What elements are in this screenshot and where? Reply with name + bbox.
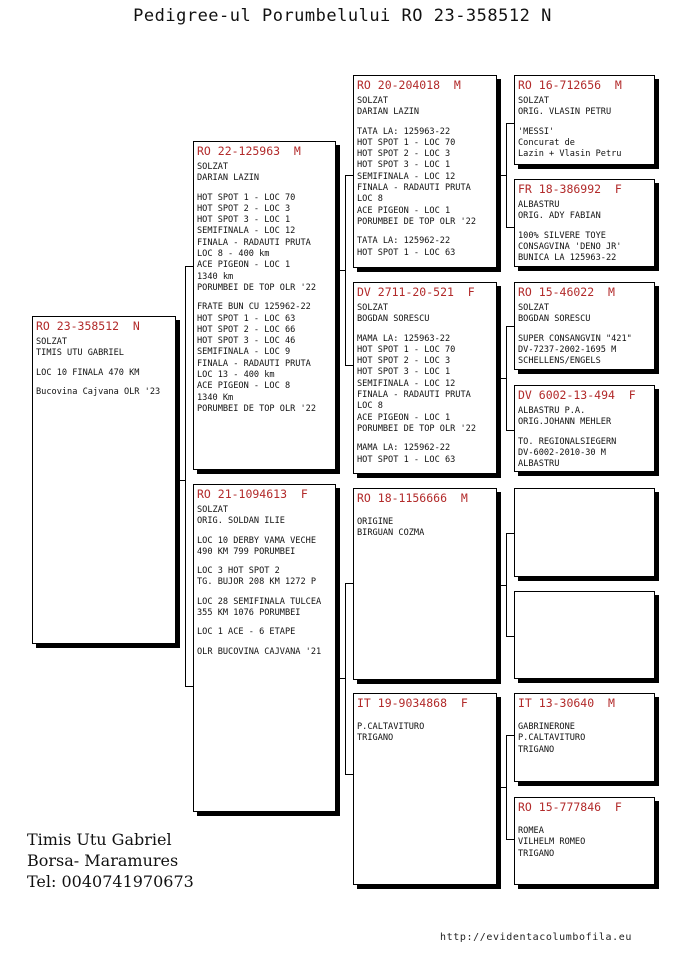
subject-ring: RO 23-358512 N (36, 319, 140, 333)
connector-sd-parents (506, 326, 507, 430)
spacer (197, 589, 332, 597)
sire-dam-ring: DV 2711-20-521 F (357, 285, 475, 299)
info-line: HOT SPOT 3 - LOC 1 (357, 160, 451, 171)
connector-dam-parents (345, 583, 346, 774)
info-line: SCHELLENS/ENGELS (518, 356, 601, 367)
spacer (36, 360, 172, 368)
info-line: HOT SPOT 3 - LOC 46 (197, 336, 296, 347)
info-line: ORIG. VLASIN PETRU (518, 107, 612, 118)
info-line: HOT SPOT 2 - LOC 66 (197, 324, 296, 335)
connector-subject-parents (185, 266, 186, 686)
info-line: LOC 13 - 400 km (197, 370, 275, 381)
info-line: P.CALTAVITURO (357, 722, 425, 732)
dam-sire-pigeon-card (353, 488, 497, 680)
connector-to-ds-dam (506, 636, 514, 637)
info-line: DV-6002-2010-30 M (518, 447, 606, 458)
info-line: GABRINERONE (518, 722, 575, 732)
connector-to-sd-sire (506, 326, 514, 327)
info-line: FINALA - RADAUTI PRUTA (197, 358, 311, 369)
spacer (518, 714, 651, 722)
connector-to-sire-sire (345, 175, 353, 176)
info-line: 100% SILVERE TOYE (518, 230, 606, 241)
info-line: TO. REGIONALSIEGERN (518, 436, 617, 447)
connector-to-ss-dam (506, 227, 514, 228)
info-line: TATA LA: 125962-22 (357, 236, 451, 247)
info-line: ALBASTRU (518, 459, 560, 470)
dam-ring: RO 21-1094613 F (197, 487, 308, 501)
info-line: TG. BUJOR 208 KM 1272 P (197, 577, 316, 588)
info-line: ACE PIGEON - LOC 1 (357, 412, 451, 423)
dd-dam-pigeon-card (514, 797, 655, 885)
info-line: HOT SPOT 1 - LOC 63 (357, 247, 456, 258)
spacer (357, 509, 493, 517)
spacer (518, 818, 651, 826)
connector-to-dam-dam (345, 774, 353, 775)
info-line: SOLZAT (518, 96, 550, 106)
dam-dam-ring: IT 19-9034868 F (357, 696, 468, 710)
sire-sire-ring: RO 20-204018 M (357, 78, 461, 92)
info-line: BOGDAN SORESCU (518, 314, 591, 325)
ss-sire-pigeon-card (514, 75, 655, 165)
dam-pigeon-card (193, 484, 336, 812)
info-line: ORIG. SOLDAN ILIE (197, 516, 285, 527)
info-line: P.CALTAVITURO (518, 733, 586, 744)
info-line: HOT SPOT 1 - LOC 70 (197, 192, 296, 203)
info-line: ORIG.JOHANN MEHLER (518, 417, 612, 428)
ss-dam-ring: FR 18-386992 F (518, 182, 622, 196)
spacer (518, 119, 651, 127)
info-line: ALBASTRU (518, 200, 560, 210)
sire-pigeon-card (193, 141, 336, 470)
sire-ring: RO 22-125963 M (197, 144, 301, 158)
connector-sire-parents (345, 175, 346, 365)
owner-phone: Tel: 0040741970673 (27, 872, 194, 891)
spacer (357, 435, 493, 443)
info-line: TRIGANO (518, 744, 555, 755)
info-line: ROMEA (518, 826, 544, 836)
connector-ss-stub (497, 175, 506, 176)
info-line: 'MESSI' (518, 126, 555, 137)
info-line: PORUMBEI DE TOP OLR '22 (197, 403, 316, 414)
dd-sire-pigeon-card (514, 693, 655, 782)
connector-to-sire (185, 266, 193, 267)
info-line: ORIGINE (357, 517, 394, 527)
info-line: HOT SPOT 1 - LOC 63 (197, 313, 296, 324)
info-line: HOT SPOT 3 - LOC 1 (357, 367, 451, 378)
sire-sire-pigeon-card (353, 75, 497, 268)
connector-to-dd-dam (506, 839, 514, 840)
sd-sire-ring: RO 15-46022 M (518, 285, 615, 299)
info-line: ACE PIGEON - LOC 8 (197, 381, 291, 392)
info-line: LOC 1 ACE - 6 ETAPE (197, 627, 296, 638)
info-line: TIMIS UTU GABRIEL (36, 348, 124, 359)
info-line: HOT SPOT 2 - LOC 3 (357, 356, 451, 367)
info-line: FRATE BUN CU 125962-22 (197, 302, 311, 313)
info-line: TRIGANO (518, 848, 555, 859)
info-line: LOC 8 - 400 km (197, 249, 270, 260)
info-line: PORUMBEI DE TOP OLR '22 (357, 423, 476, 434)
spacer (197, 528, 332, 536)
info-line: ALBASTRU P.A. (518, 406, 586, 416)
info-line: TATA LA: 125963-22 (357, 126, 451, 137)
info-line: HOT SPOT 2 - LOC 3 (197, 203, 291, 214)
connector-sire-stub (336, 270, 345, 271)
info-line: Lazin + Vlasin Petru (518, 149, 622, 160)
spacer (197, 639, 332, 647)
info-line: DV-7237-2002-1695 M (518, 344, 617, 355)
dam-dam-pigeon-card (353, 693, 497, 885)
spacer (357, 326, 493, 334)
info-line: ORIG. ADY FABIAN (518, 211, 601, 222)
dam-sire-ring: RO 18-1156666 M (357, 491, 468, 505)
info-line: VILHELM ROMEO (518, 837, 586, 848)
info-line: 355 KM 1076 PORUMBEI (197, 608, 301, 619)
info-line: Concurat de (518, 137, 575, 148)
sd-dam-pigeon-card (514, 385, 655, 472)
sd-sire-pigeon-card (514, 282, 655, 370)
ss-sire-ring: RO 16-712656 M (518, 78, 622, 92)
info-line: FINALA - RADAUTI PRUTA (357, 390, 471, 401)
spacer (197, 558, 332, 566)
info-line: MAMA LA: 125963-22 (357, 333, 451, 344)
connector-sd-stub (497, 378, 506, 379)
info-line: SEMIFINALA - LOC 12 (357, 378, 456, 389)
spacer (357, 228, 493, 236)
info-line: 490 KM 799 PORUMBEI (197, 546, 296, 557)
info-line: SOLZAT (197, 162, 229, 172)
spacer (518, 223, 651, 231)
sire-dam-pigeon-card (353, 282, 497, 474)
spacer (197, 185, 332, 193)
info-line: SOLZAT (357, 303, 389, 313)
spacer (197, 294, 332, 302)
info-line: SOLZAT (357, 96, 389, 106)
info-line: HOT SPOT 2 - LOC 3 (357, 149, 451, 160)
spacer (197, 619, 332, 627)
info-line: LOC 10 FINALA 470 KM (36, 367, 140, 378)
info-line: 1340 Km (197, 392, 234, 403)
owner-location: Borsa- Maramures (27, 851, 179, 870)
info-line: TRIGANO (357, 733, 394, 744)
info-line: LOC 10 DERBY VAMA VECHE (197, 535, 316, 546)
info-line: BOGDAN SORESCU (357, 314, 430, 325)
spacer (36, 379, 172, 387)
info-line: FINALA - RADAUTI PRUTA (197, 237, 311, 248)
info-line: HOT SPOT 1 - LOC 70 (357, 344, 456, 355)
connector-to-dam-sire (345, 583, 353, 584)
owner-info (27, 829, 194, 892)
dd-sire-ring: IT 13-30640 M (518, 696, 615, 710)
connector-to-dd-sire (506, 735, 514, 736)
connector-subject-stub (176, 480, 185, 481)
connector-to-ss-sire (506, 123, 514, 124)
spacer (357, 119, 493, 127)
ds-dam-pigeon-card-empty (514, 591, 655, 679)
info-line: SOLZAT (36, 337, 68, 347)
subject-pigeon-card (32, 316, 176, 644)
connector-to-sire-dam (345, 365, 353, 366)
info-line: 1340 km (197, 271, 234, 282)
connector-dd-parents (506, 735, 507, 839)
info-line: BIRGUAN COZMA (357, 528, 425, 539)
info-line: SOLZAT (518, 303, 550, 313)
connector-ss-parents (506, 123, 507, 227)
info-line: PORUMBEI DE TOP OLR '22 (197, 282, 316, 293)
info-line: HOT SPOT 3 - LOC 1 (197, 215, 291, 226)
info-line: LOC 8 (357, 401, 383, 412)
spacer (357, 714, 493, 722)
connector-dd-stub (497, 787, 506, 788)
info-line: SUPER CONSANGVIN "421" (518, 333, 632, 344)
info-line: SEMIFINALA - LOC 9 (197, 347, 291, 358)
spacer (518, 429, 651, 437)
connector-to-sd-dam (506, 430, 514, 431)
info-line: LOC 3 HOT SPOT 2 (197, 566, 280, 577)
website-link[interactable]: http://evidentacolumbofila.eu (440, 932, 632, 943)
ss-dam-pigeon-card (514, 179, 655, 267)
page-title: Pedigree-ul Porumbelului RO 23-358512 N (133, 6, 552, 26)
ds-sire-pigeon-card-empty (514, 488, 655, 577)
info-line: HOT SPOT 1 - LOC 70 (357, 137, 456, 148)
info-line: CONSAGVINA 'DENO JR' (518, 241, 622, 252)
info-line: PORUMBEI DE TOP OLR '22 (357, 216, 476, 227)
info-line: LOC 28 SEMIFINALA TULCEA (197, 596, 322, 607)
info-line: DARIAN LAZIN (197, 173, 260, 184)
info-line: FINALA - RADAUTI PRUTA (357, 183, 471, 194)
info-line: SEMIFINALA - LOC 12 (197, 226, 296, 237)
info-line: DARIAN LAZIN (357, 107, 420, 118)
info-line: MAMA LA: 125962-22 (357, 443, 451, 454)
connector-ds-stub (497, 585, 506, 586)
info-line: SOLZAT (197, 505, 229, 515)
sd-dam-ring: DV 6002-13-494 F (518, 388, 636, 402)
info-line: OLR BUCOVINA CAJVANA '21 (197, 646, 322, 657)
info-line: Bucovina Cajvana OLR '23 (36, 386, 161, 397)
connector-dam-stub (336, 678, 345, 679)
connector-to-dam (185, 686, 193, 687)
info-line: HOT SPOT 1 - LOC 63 (357, 454, 456, 465)
spacer (518, 326, 651, 334)
info-line: ACE PIGEON - LOC 1 (357, 205, 451, 216)
info-line: ACE PIGEON - LOC 1 (197, 260, 291, 271)
info-line: LOC 8 (357, 194, 383, 205)
connector-ds-parents (506, 533, 507, 636)
info-line: BUNICA LA 125963-22 (518, 253, 617, 264)
dd-dam-ring: RO 15-777846 F (518, 800, 622, 814)
info-line: SEMIFINALA - LOC 12 (357, 171, 456, 182)
connector-to-ds-sire (506, 533, 514, 534)
owner-name: Timis Utu Gabriel (27, 830, 172, 849)
